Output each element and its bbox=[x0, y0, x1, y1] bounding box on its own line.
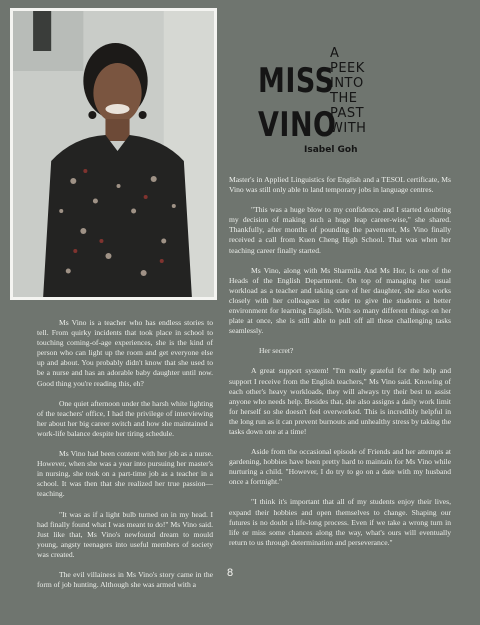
subtitle-line: THE bbox=[330, 91, 358, 106]
subtitle-line: INTO bbox=[330, 76, 364, 91]
body-paragraph: "I think it's important that all of my students enjoy their lives, expand their hobbies and open themselves to change. Shaping our futures is no doubt a life-long process. Even if we take a wrong turn in life or miss some chances along the way, what's ours will eventually return to us through determination and perseverance." bbox=[229, 497, 451, 547]
body-paragraph: One quiet afternoon under the harsh white lighting of the teachers' office, I had the privilege of interviewing her about her big career switch and how she maintained a work-life balance despite her tiring schedule. bbox=[37, 398, 213, 438]
subtitle-line: PEEK bbox=[330, 61, 365, 76]
page-number: 8 bbox=[227, 567, 234, 579]
portrait-image bbox=[13, 11, 214, 297]
left-text-column bbox=[37, 318, 213, 600]
body-paragraph: The evil villainess in Ms Vino's story came in the form of job hunting. Although she was armed with a bbox=[37, 569, 213, 590]
body-paragraph: A great support system! "I'm really grateful for the help and support I receive from the English teachers," Ms Vino said. Knowing of each other's heavy workloads, they will always try their best to assist anyone who needs help. Besides that, she also assigns a daily work limit for herself so she doesn't feel overworked. This is incredibly helpful in the long run as it can prevent burnouts and unhealthy stress by taking the tasks down one at a time! bbox=[229, 366, 451, 436]
subtitle-stack bbox=[330, 46, 366, 136]
subtitle-line: WITH bbox=[330, 121, 367, 136]
body-paragraph: Ms Vino, along with Ms Sharmila And Ms Hor, is one of the Heads of the English Department. On top of managing her usual workload as a teacher and taking care of her daughter, she also works closely with her colleagues in order to give the students a better environment for learning English. With so many different things on her plate at once, she is still able to pull off all these challenging tasks seamlessly. bbox=[229, 265, 451, 336]
title-word-miss: MISS bbox=[258, 62, 335, 101]
title-word-vino: VINO bbox=[258, 106, 337, 145]
subtitle-line: A bbox=[330, 46, 340, 61]
subtitle-line: PAST bbox=[330, 106, 365, 121]
body-paragraph: "This was a huge blow to my confidence, and I started doubting my decision of making such a huge leap career-wise," she shared. Thankfully, after months of pounding the pavement, Ms Vino finally received a call from Kuen Cheng High School. That was when her teaching career finally started. bbox=[229, 205, 451, 255]
body-paragraph: Aside from the occasional episode of Friends and her attempts at gardening, hobbies have been pretty hard to maintain for Ms Vino while nurturing a child. "However, I do try to go on a date with my husband once a fortnight." bbox=[229, 447, 451, 487]
section-heading: Her secret? bbox=[259, 346, 294, 356]
article-headline bbox=[258, 46, 418, 174]
author-byline: Isabel Goh bbox=[304, 145, 358, 155]
body-paragraph: "It was as if a light bulb turned on in my head. I had finally found what I was meant to do!" Ms Vino said. Just like that, Ms Vino's newfound dream to mould young, angsty teenagers into useful members of society was created. bbox=[37, 509, 213, 559]
portrait-photo bbox=[10, 8, 217, 300]
body-paragraph: Ms Vino had been content with her job as a nurse. However, when she was a year into pursuing her master's in nursing, she took on a part-time job as a teacher in a school. It was then that she realized her true passion— teaching. bbox=[37, 449, 213, 499]
body-paragraph: Master's in Applied Linguistics for English and a TESOL certificate, Ms Vino was still only able to land temporary jobs in language centres. bbox=[229, 175, 451, 195]
body-paragraph: Ms Vino is a teacher who has endless stories to tell. From quirky incidents that took place in school to touching coming-of-age experiences, she is the kind of person who can light up the room and get everyone else up and about. You probably didn't know that she used to be a nurse and has an adorable baby daughter until now. Good thing you're reading this, eh? bbox=[37, 318, 213, 388]
right-text-column bbox=[229, 175, 451, 558]
